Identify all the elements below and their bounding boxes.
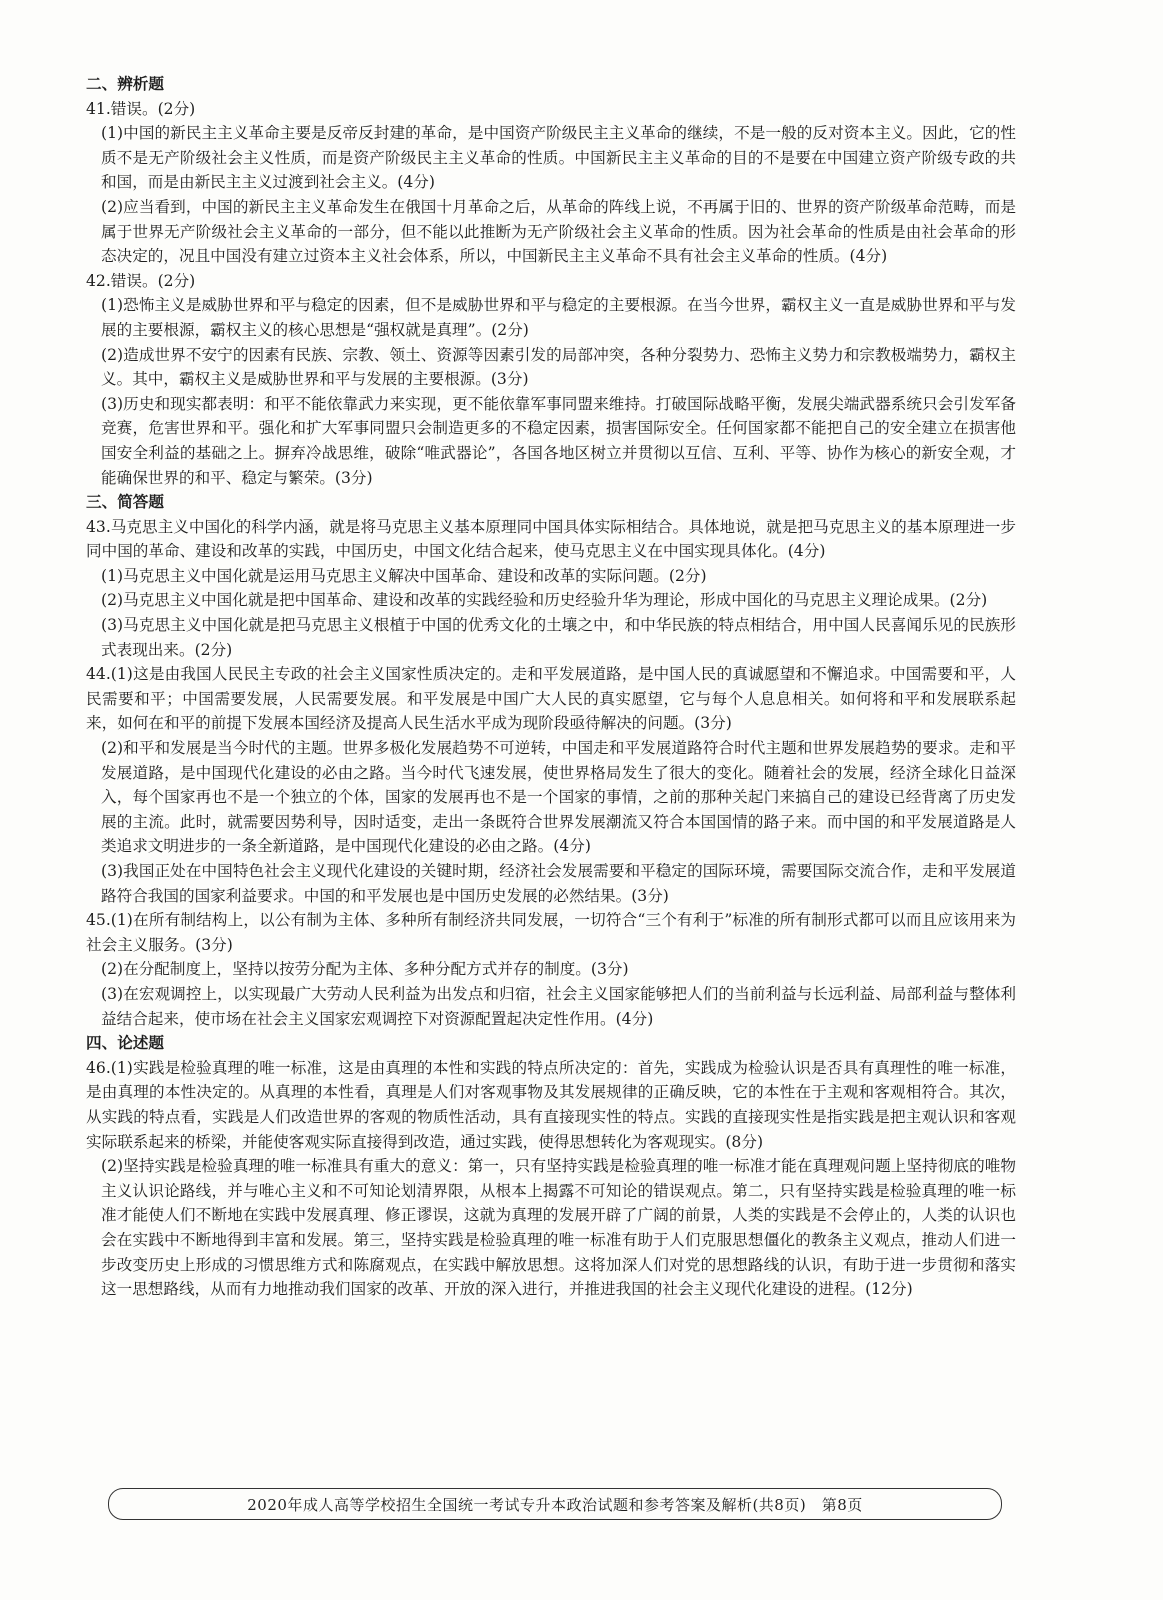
q45-point-1: 45.(1)在所有制结构上，以公有制为主体、多种所有制经济共同发展，一切符合“三个有利于”标准的所有制形式都可以而且应该用来为社会主义服务。(3分) [86, 911, 1016, 954]
q41-point-1: (1)中国的新民主主义革命主要是反帝反封建的革命，是中国资产阶级民主主义革命的继续，不是一般的反对资本主义。因此，它的性质不是无产阶级社会主义性质，而是资产阶级民主主义革命的性质。中国新民主主义革命的目的不是要在中国建立资产阶级专政的共和国，而是由新民主主义过渡到社会主义。(4分) [101, 124, 1016, 192]
q45-point-2: (2)在分配制度上，坚持以按劳分配为主体、多种分配方式并存的制度。(3分) [101, 960, 629, 979]
q43-intro: 43.马克思主义中国化的科学内涵，就是将马克思主义基本原理同中国具体实际相结合。具体地说，就是把马克思主义的基本原理进一步同中国的革命、建设和改革的实践，中国历史，中国文化结合起来，使马克思主义在中国实现具体化。(4分) [86, 517, 1016, 561]
q43-point-2: (2)马克思主义中国化就是把中国革命、建设和改革的实践经验和历史经验升华为理论，形成中国化的马克思主义理论成果。(2分) [101, 591, 988, 610]
section-heading-essay: 四、论述题 [86, 1034, 164, 1053]
q44-point-2: (2)和平和发展是当今时代的主题。世界多极化发展趋势不可逆转，中国走和平发展道路符合时代主题和世界发展趋势的要求。走和平发展道路，是中国现代化建设的必由之路。当今时代飞速发展，使世界格局发生了很大的变化。随着社会的发展，经济全球化日益深入，每个国家再也不是一个独立的个体，国家的发展再也不是一个国家的事情，之前的那种关起门来搞自己的建设已经背离了历史发展的主流。此时，就需要因势利导，因时适变，走出一条既符合世界发展潮流又符合本国国情的路子来。而中国的和平发展道路是人类追求文明进步的一条全新道路，是中国现代化建设的必由之路。(4分) [101, 739, 1016, 856]
page-footer: 2020年成人高等学校招生全国统一考试专升本政治试题和参考答案及解析(共8页) 第8页 [108, 1488, 1002, 1520]
q45-point-3: (3)在宏观调控上，以实现最广大劳动人民利益为出发点和归宿，社会主义国家能够把人们的当前利益与长远利益、局部利益与整体利益结合起来，使市场在社会主义国家宏观调控下对资源配置起决定性作用。(4分) [101, 984, 1016, 1028]
q46-point-2: (2)坚持实践是检验真理的唯一标准具有重大的意义：第一，只有坚持实践是检验真理的唯一标准才能在真理观问题上坚持彻底的唯物主义认识论路线，并与唯心主义和不可知论划清界限，从根本上揭露不可知论的错误观点。第二，只有坚持实践是检验真理的唯一标准才能使人们不断地在实践中发展真理、修正谬误，这就为真理的发展开辟了广阔的前景，人类的实践是不会停止的，人类的认识也会在实践中不断地得到丰富和发展。第三，坚持实践是检验真理的唯一标准有助于人们克服思想僵化的教条主义观点，推动人们进一步改变历史上形成的习惯思维方式和陈腐观点，在实践中解放思想。这将加深人们对党的思想路线的认识，有助于进一步贯彻和落实这一思想路线，从而有力地推动我们国家的改革、开放的深入进行，并推进我国的社会主义现代化建设的进程。(12分) [101, 1157, 1016, 1299]
q42-point-2: (2)造成世界不安宁的因素有民族、宗教、领土、资源等因素引发的局部冲突，各种分裂势力、恐怖主义势力和宗教极端势力，霸权主义。其中，霸权主义是威胁世界和平与发展的主要根源。(3分) [101, 345, 1016, 389]
q46-point-1: 46.(1)实践是检验真理的唯一标准，这是由真理的本性和实践的特点所决定的：首先，实践成为检验认识是否具有真理性的唯一标准，是由真理的本性决定的。从真理的本性看，真理是人们对客观事物及其发展规律的正确反映，它的本性在于主观和客观相符合。其次，从实践的特点看，实践是人们改造世界的客观的物质性活动，具有直接现实性的特点。实践的直接现实性是指实践是把主观认识和客观实际联系起来的桥梁，并能使客观实际直接得到改造，通过实践，使得思想转化为客观现实。(8分) [86, 1058, 1016, 1151]
q42-point-3: (3)历史和现实都表明：和平不能依靠武力来实现，更不能依靠军事同盟来维持。打破国际战略平衡，发展尖端武器系统只会引发军备竞赛，危害世界和平。强化和扩大军事同盟只会制造更多的不稳定因素，损害国际安全。任何国家都不能把自己的安全建立在损害他国安全利益的基础之上。摒弃冷战思维，破除“唯武器论”，各国各地区树立并贯彻以互信、互利、平等、协作为核心的新安全观，才能确保世界的和平、稳定与繁荣。(3分) [101, 394, 1016, 487]
q42-heading: 42.错误。(2分) [86, 271, 196, 290]
q43-point-3: (3)马克思主义中国化就是把马克思主义根植于中国的优秀文化的土壤之中，和中华民族的特点相结合，用中国人民喜闻乐见的民族形式表现出来。(2分) [101, 616, 1016, 659]
q41-heading: 41.错误。(2分) [86, 99, 196, 118]
q42-point-1: (1)恐怖主义是威胁世界和平与稳定的因素，但不是威胁世界和平与稳定的主要根源。在当今世界，霸权主义一直是威胁世界和平与发展的主要根源，霸权主义的核心思想是“强权就是真理”。(2分) [101, 296, 1016, 339]
answer-content [86, 72, 1016, 1302]
section-heading-short-answer: 三、简答题 [86, 493, 164, 512]
q44-point-3: (3)我国正处在中国特色社会主义现代化建设的关键时期，经济社会发展需要和平稳定的国际环境，需要国际交流合作，走和平发展道路符合我国的国家利益要求。中国的和平发展也是中国历史发展的必然结果。(3分) [101, 862, 1016, 905]
q43-point-1: (1)马克思主义中国化就是运用马克思主义解决中国革命、建设和改革的实际问题。(2分) [101, 566, 707, 585]
q44-point-1: 44.(1)这是由我国人民民主专政的社会主义国家性质决定的。走和平发展道路，是中国人民的真诚愿望和不懈追求。中国需要和平，人民需要和平；中国需要发展，人民需要发展。和平发展是中国广大人民的真实愿望，它与每个人息息相关。如何将和平和发展联系起来，如何在和平的前提下发展本国经济及提高人民生活水平成为现阶段亟待解决的问题。(3分) [86, 665, 1016, 733]
section-heading-analysis: 二、辨析题 [86, 75, 164, 93]
q41-point-2: (2)应当看到，中国的新民主主义革命发生在俄国十月革命之后，从革命的阵线上说，不再属于旧的、世界的资产阶级革命范畴，而是属于世界无产阶级社会主义革命的一部分，但不能以此推断为无产阶级社会主义革命的性质。因为社会革命的性质是由社会革命的形态决定的，况且中国没有建立过资本主义社会体系，所以，中国新民主主义革命不具有社会主义革命的性质。(4分) [101, 197, 1016, 266]
